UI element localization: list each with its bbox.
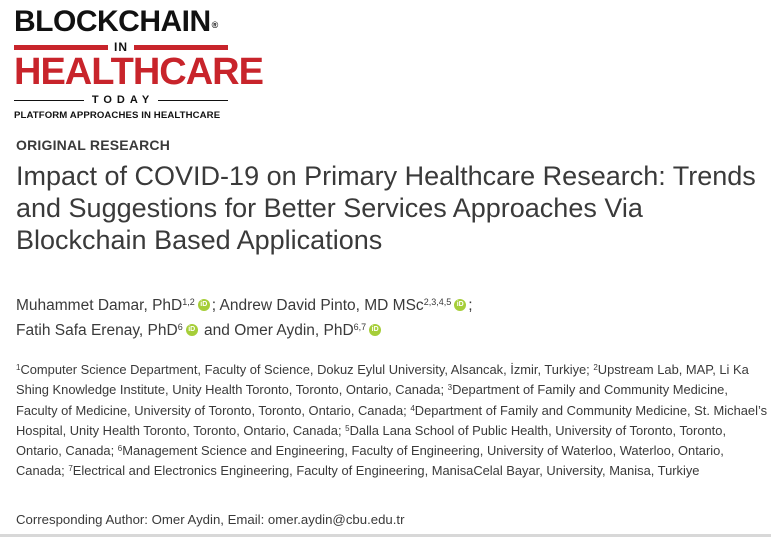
author [16, 322, 234, 339]
email-link[interactable]: omer.aydin@cbu.edu.tr [267, 512, 405, 527]
affiliation-text: Dalla Lana School of Public Health, University of Toronto, Toronto, Ontario, Canada; [16, 422, 727, 459]
author-separator: ; [211, 297, 220, 314]
corresponding-name: Omer Aydin [151, 512, 221, 527]
author-separator: and [199, 322, 235, 339]
affiliation-sup: 4 [410, 403, 415, 413]
orcid-icon[interactable]: iD [454, 299, 466, 311]
author-name: Muhammet Damar, PhD [16, 297, 183, 314]
affiliation-sup: 5 [345, 423, 350, 433]
affiliation-text: Department of Family and Community Medicine, St. Michael’s Hospital, Unity Health Toronto, Toronto, Ontario, Canada; [16, 402, 768, 438]
author-affiliation-sup: 6,7 [353, 322, 367, 332]
author-affiliation-sup: 2,3,4,5 [423, 297, 452, 307]
affiliation-sup: 2 [593, 363, 598, 372]
logo-today-left-line [14, 100, 84, 101]
logo-today-right-line [158, 100, 228, 101]
affiliation-text: Computer Science Department, Faculty of Science, Dokuz Eylul University, Alsancak, İzmir, Turkiye; [20, 362, 594, 377]
corresponding-label: Corresponding Author: [16, 512, 152, 527]
author-affiliation-sup: 1,2 [182, 297, 195, 307]
email-label: , Email: [220, 512, 268, 527]
author-name: Fatih Safa Erenay, PhD [16, 322, 178, 339]
affiliations [16, 360, 768, 482]
affiliation-text: Upstream Lab, MAP, Li Ka Shing Knowledge Institute, Unity Health Toronto, Toronto, Ontario, Canada; [16, 362, 749, 398]
author-list [16, 293, 756, 343]
registered-mark: ® [211, 20, 218, 30]
logo-right-bar [134, 45, 228, 50]
affiliation-sup: 3 [447, 383, 453, 393]
logo-healthcare-text: HEALTHCARE [14, 51, 263, 93]
author [234, 322, 383, 339]
logo-tagline: PLATFORM APPROACHES IN HEALTHCARE [14, 110, 221, 121]
section-label: ORIGINAL RESEARCH [16, 137, 171, 153]
article-title: Impact of COVID-19 on Primary Healthcare Research: Trends and Suggestions for Better Services Approaches Via Blockchain Based Applications [16, 161, 756, 255]
logo-blockchain-text: BLOCKCHAIN® [14, 5, 218, 38]
author-name: Andrew David Pinto, MD MSc [219, 297, 424, 314]
author [16, 297, 220, 314]
affiliation-text: Department of Family and Community Medicine, Faculty of Medicine, University of Toronto, Toronto, Ontario, Canada; [16, 382, 728, 418]
author-name: Omer Aydin, PhD [234, 322, 354, 339]
logo-today-text: TODAY [91, 94, 155, 106]
author-affiliation-sup: 6 [177, 322, 183, 332]
affiliation-text: Management Science and Engineering, Faculty of Engineering, University of Waterloo, Waterloo, Ontario, Canada; [16, 443, 724, 479]
affiliation-sup: 7 [68, 464, 73, 474]
author [220, 297, 473, 314]
author-separator: ; [468, 297, 473, 314]
corresponding-author [16, 512, 756, 527]
affiliation-sup: 6 [117, 444, 123, 454]
orcid-icon[interactable]: iD [186, 324, 198, 336]
logo-left-bar [14, 45, 108, 50]
logo-in-text: IN [114, 40, 128, 54]
journal-logo [14, 5, 263, 121]
orcid-icon[interactable]: iD [369, 324, 381, 336]
logo-today-row [14, 92, 228, 108]
affiliation-text: Electrical and Electronics Engineering, Faculty of Engineering, ManisaCelal Bayar, University, Manisa, Turkiye [72, 463, 700, 479]
orcid-icon[interactable]: iD [198, 299, 210, 311]
affiliation-sup: 1 [16, 363, 21, 372]
